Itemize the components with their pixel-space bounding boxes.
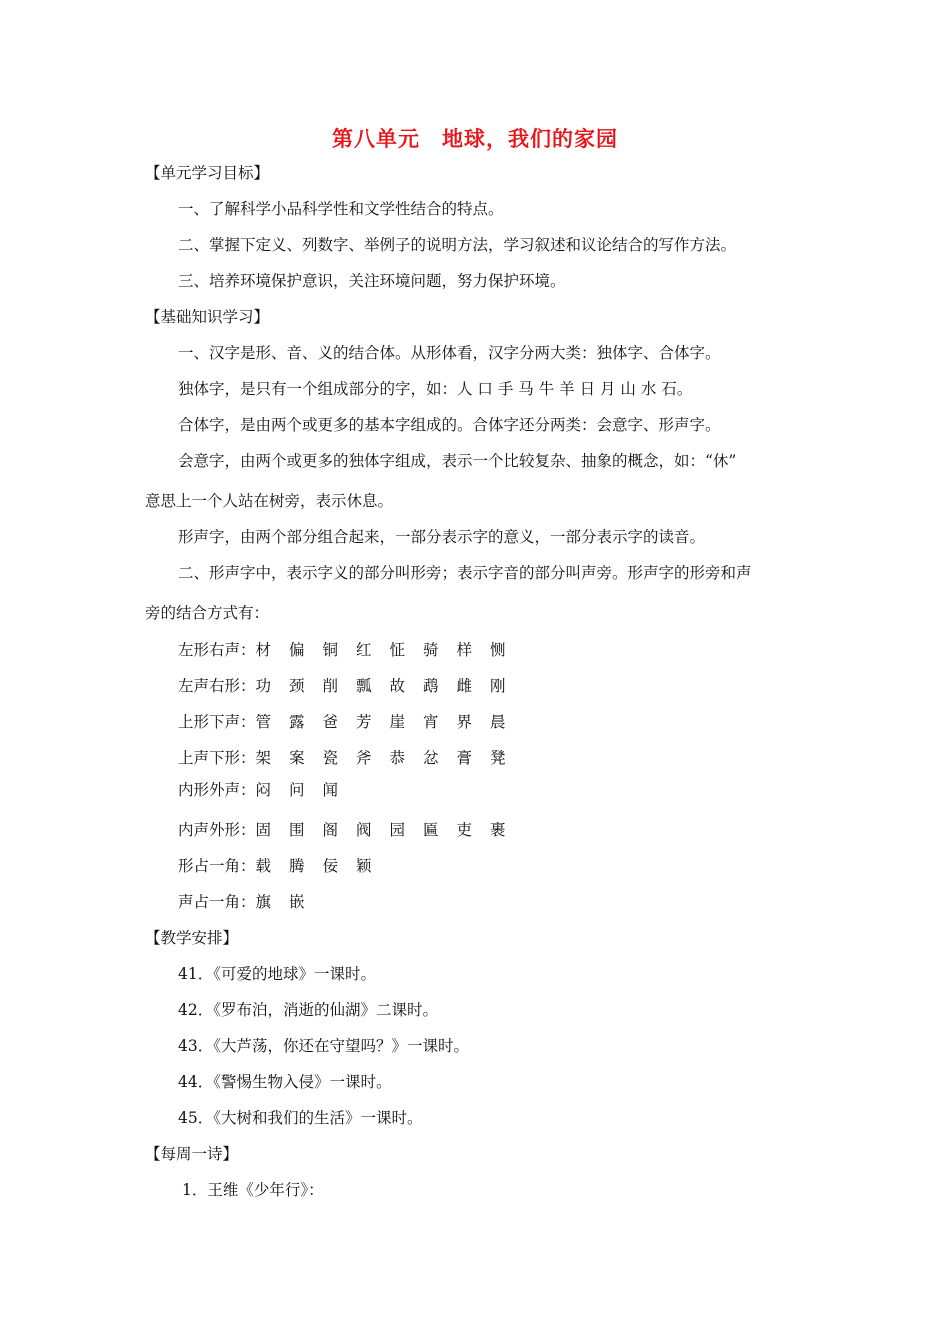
char: 怔 bbox=[389, 641, 406, 659]
pattern-label: 左形右声： bbox=[178, 641, 256, 659]
char: 管 bbox=[255, 713, 272, 731]
goal-item: 二、掌握下定义、列数字、举例子的说明方法，学习叙述和议论结合的写作方法。 bbox=[178, 236, 737, 254]
pattern-row bbox=[178, 892, 323, 912]
char: 斧 bbox=[356, 749, 372, 767]
char: 固 bbox=[255, 821, 272, 839]
char: 样 bbox=[456, 641, 473, 659]
char: 鹉 bbox=[423, 677, 439, 695]
char: 铜 bbox=[322, 641, 339, 659]
char: 界 bbox=[456, 713, 473, 731]
pattern-row bbox=[178, 856, 390, 876]
schedule-item: 41．《可爱的地球》一课时。 bbox=[178, 965, 376, 983]
char: 芳 bbox=[356, 713, 372, 731]
pattern-label: 内形外声： bbox=[178, 781, 256, 799]
char: 露 bbox=[289, 713, 305, 731]
char: 红 bbox=[356, 641, 372, 659]
pattern-label: 形占一角： bbox=[178, 857, 256, 875]
char: 材 bbox=[255, 641, 272, 659]
char: 围 bbox=[289, 821, 305, 839]
pattern-row bbox=[178, 676, 524, 696]
char: 嵌 bbox=[289, 893, 305, 911]
char: 故 bbox=[389, 677, 406, 695]
paragraph: 二、形声字中，表示字义的部分叫形旁；表示字音的部分叫声旁。形声字的形旁和声 bbox=[178, 564, 752, 582]
pattern-row bbox=[178, 640, 524, 660]
section-heading-goals: 【单元学习目标】 bbox=[145, 164, 270, 182]
paragraph: 会意字，由两个或更多的独体字组成，表示一个比较复杂、抽象的概念，如：“休” bbox=[178, 452, 737, 470]
char: 偏 bbox=[289, 641, 305, 659]
char: 功 bbox=[255, 677, 272, 695]
char: 恻 bbox=[490, 641, 506, 659]
char: 架 bbox=[255, 749, 272, 767]
pattern-row bbox=[178, 712, 524, 732]
char: 骑 bbox=[423, 641, 439, 659]
char: 恭 bbox=[389, 749, 406, 767]
char: 吏 bbox=[456, 821, 473, 839]
paragraph: 独体字，是只有一个组成部分的字，如：人 口 手 马 牛 羊 日 月 山 水 石。 bbox=[178, 380, 693, 398]
char: 闷 bbox=[255, 781, 272, 799]
char: 问 bbox=[289, 781, 305, 799]
char: 园 bbox=[389, 821, 406, 839]
schedule-item: 43．《大芦荡，你还在守望吗？》一课时。 bbox=[178, 1037, 469, 1055]
char: 载 bbox=[255, 857, 272, 875]
page-title: 第八单元 地球，我们的家园 bbox=[332, 127, 618, 151]
paragraph: 合体字，是由两个或更多的基本字组成的。合体字还分两类：会意字、形声字。 bbox=[178, 416, 721, 434]
char: 匾 bbox=[423, 821, 439, 839]
char: 裹 bbox=[490, 821, 506, 839]
char: 凳 bbox=[490, 749, 506, 767]
char: 膏 bbox=[456, 749, 473, 767]
section-heading-poem: 【每周一诗】 bbox=[145, 1145, 239, 1163]
section-heading-basics: 【基础知识学习】 bbox=[145, 308, 270, 326]
poem-item: 1．王维《少年行》： bbox=[182, 1181, 324, 1199]
char: 案 bbox=[289, 749, 305, 767]
goal-item: 一、了解科学小品科学性和文学性结合的特点。 bbox=[178, 200, 504, 218]
pattern-label: 内声外形： bbox=[178, 821, 256, 839]
schedule-item: 42．《罗布泊，消逝的仙湖》二课时。 bbox=[178, 1001, 438, 1019]
char: 雌 bbox=[456, 677, 473, 695]
char: 忿 bbox=[423, 749, 439, 767]
char: 刚 bbox=[490, 677, 506, 695]
char: 瓷 bbox=[322, 749, 339, 767]
char: 颈 bbox=[289, 677, 305, 695]
char: 闻 bbox=[322, 781, 339, 799]
pattern-label: 声占一角： bbox=[178, 893, 256, 911]
char: 晨 bbox=[490, 713, 506, 731]
pattern-row bbox=[178, 780, 356, 800]
char: 爸 bbox=[322, 713, 339, 731]
char: 旗 bbox=[255, 893, 272, 911]
pattern-row bbox=[178, 748, 524, 768]
pattern-label: 左声右形： bbox=[178, 677, 256, 695]
section-heading-schedule: 【教学安排】 bbox=[145, 929, 239, 947]
char: 削 bbox=[322, 677, 339, 695]
schedule-item: 45．《大树和我们的生活》一课时。 bbox=[178, 1109, 423, 1127]
char: 宵 bbox=[423, 713, 439, 731]
paragraph: 一、汉字是形、音、义的结合体。从形体看，汉字分两大类：独体字、合体字。 bbox=[178, 344, 721, 362]
pattern-label: 上形下声： bbox=[178, 713, 256, 731]
goal-item: 三、培养环境保护意识，关注环境问题，努力保护环境。 bbox=[178, 272, 566, 290]
char: 腾 bbox=[289, 857, 305, 875]
schedule-item: 44．《警惕生物入侵》一课时。 bbox=[178, 1073, 392, 1091]
paragraph: 形声字，由两个部分组合起来，一部分表示字的意义，一部分表示字的读音。 bbox=[178, 528, 706, 546]
pattern-label: 上声下形： bbox=[178, 749, 256, 767]
paragraph-continuation: 旁的结合方式有： bbox=[145, 604, 270, 622]
char: 阀 bbox=[356, 821, 372, 839]
char: 阁 bbox=[322, 821, 339, 839]
pattern-row bbox=[178, 820, 524, 840]
char: 崖 bbox=[389, 713, 406, 731]
char: 瓢 bbox=[356, 677, 372, 695]
char: 颖 bbox=[356, 857, 372, 875]
paragraph-continuation: 意思上一个人站在树旁，表示休息。 bbox=[145, 492, 394, 510]
char: 佞 bbox=[322, 857, 339, 875]
